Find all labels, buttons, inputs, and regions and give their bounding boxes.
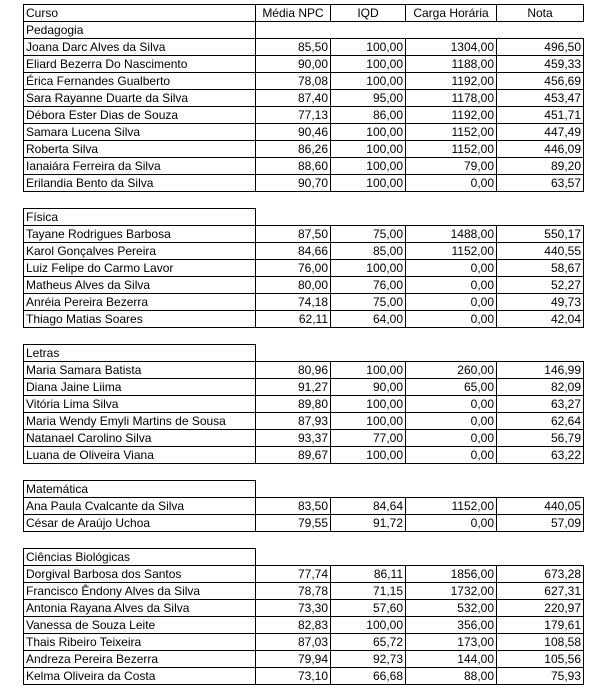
section-row (24, 481, 584, 498)
nota-cell: 75,93 (497, 668, 584, 685)
media-npc-cell: 84,66 (256, 243, 331, 260)
student-name-cell: Débora Ester Dias de Souza (24, 107, 256, 124)
table-row (24, 396, 584, 413)
carga-horaria-cell: 356,00 (406, 617, 497, 634)
student-name-cell: Antonia Rayana Alves da Silva (24, 600, 256, 617)
nota-cell: 440,05 (497, 498, 584, 515)
iqd-cell: 75,00 (331, 226, 406, 243)
table-row (24, 124, 584, 141)
nota-cell: 89,20 (497, 158, 584, 175)
table-row (24, 379, 584, 396)
iqd-cell: 100,00 (331, 175, 406, 192)
nota-cell: 456,69 (497, 73, 584, 90)
section-filler (256, 345, 584, 362)
nota-cell: 179,61 (497, 617, 584, 634)
carga-horaria-cell: 1152,00 (406, 141, 497, 158)
nota-cell: 220,97 (497, 600, 584, 617)
media-npc-cell: 62,11 (256, 311, 331, 328)
media-npc-cell: 78,08 (256, 73, 331, 90)
carga-horaria-cell: 0,00 (406, 277, 497, 294)
carga-horaria-cell: 1152,00 (406, 243, 497, 260)
media-npc-cell: 78,78 (256, 583, 331, 600)
media-npc-cell: 90,46 (256, 124, 331, 141)
student-name-cell: Dorgival Barbosa dos Santos (24, 566, 256, 583)
student-name-cell: Sara Rayanne Duarte da Silva (24, 90, 256, 107)
header-row (24, 5, 584, 22)
iqd-cell: 100,00 (331, 73, 406, 90)
header-media-npc: Média NPC (256, 5, 331, 22)
iqd-cell: 84,64 (331, 498, 406, 515)
table-row (24, 617, 584, 634)
table-row (24, 294, 584, 311)
iqd-cell: 100,00 (331, 413, 406, 430)
iqd-cell: 100,00 (331, 617, 406, 634)
table-row (24, 107, 584, 124)
section-title: Ciências Biológicas (24, 549, 256, 566)
media-npc-cell: 88,60 (256, 158, 331, 175)
table-row (24, 260, 584, 277)
media-npc-cell: 76,00 (256, 260, 331, 277)
student-name-cell: Luana de Oliveira Viana (24, 447, 256, 464)
student-name-cell: César de Araújo Uchoa (24, 515, 256, 532)
score-table-body (24, 5, 584, 685)
section-title: Física (24, 209, 256, 226)
carga-horaria-cell: 0,00 (406, 396, 497, 413)
carga-horaria-cell: 79,00 (406, 158, 497, 175)
media-npc-cell: 87,40 (256, 90, 331, 107)
iqd-cell: 77,00 (331, 430, 406, 447)
carga-horaria-cell: 1488,00 (406, 226, 497, 243)
nota-cell: 673,28 (497, 566, 584, 583)
iqd-cell: 92,73 (331, 651, 406, 668)
spacer-cell (24, 192, 584, 209)
nota-cell: 105,56 (497, 651, 584, 668)
student-name-cell: Diana Jaine Liima (24, 379, 256, 396)
section-filler (256, 22, 584, 39)
media-npc-cell: 74,18 (256, 294, 331, 311)
nota-cell: 63,57 (497, 175, 584, 192)
table-row (24, 277, 584, 294)
section-filler (256, 481, 584, 498)
carga-horaria-cell: 1192,00 (406, 107, 497, 124)
iqd-cell: 75,00 (331, 294, 406, 311)
student-name-cell: Matheus Alves da Silva (24, 277, 256, 294)
media-npc-cell: 83,50 (256, 498, 331, 515)
student-name-cell: Thais Ribeiro Teixeira (24, 634, 256, 651)
student-name-cell: Karol Gonçalves Pereira (24, 243, 256, 260)
nota-cell: 52,27 (497, 277, 584, 294)
table-row (24, 226, 584, 243)
iqd-cell: 86,00 (331, 107, 406, 124)
student-name-cell: Natanael Carolino Silva (24, 430, 256, 447)
header-carga-horaria: Carga Horária (406, 5, 497, 22)
nota-cell: 459,33 (497, 56, 584, 73)
media-npc-cell: 80,00 (256, 277, 331, 294)
student-name-cell: Kelma Oliveira da Costa (24, 668, 256, 685)
carga-horaria-cell: 1152,00 (406, 498, 497, 515)
carga-horaria-cell: 1152,00 (406, 124, 497, 141)
table-row (24, 515, 584, 532)
header-curso: Curso (24, 5, 256, 22)
media-npc-cell: 90,70 (256, 175, 331, 192)
carga-horaria-cell: 0,00 (406, 515, 497, 532)
table-row (24, 668, 584, 685)
iqd-cell: 64,00 (331, 311, 406, 328)
carga-horaria-cell: 0,00 (406, 175, 497, 192)
media-npc-cell: 89,80 (256, 396, 331, 413)
nota-cell: 440,55 (497, 243, 584, 260)
spacer-cell (24, 464, 584, 481)
table-row (24, 498, 584, 515)
media-npc-cell: 80,96 (256, 362, 331, 379)
iqd-cell: 65,72 (331, 634, 406, 651)
student-name-cell: Maria Samara Batista (24, 362, 256, 379)
carga-horaria-cell: 1178,00 (406, 90, 497, 107)
iqd-cell: 85,00 (331, 243, 406, 260)
media-npc-cell: 79,55 (256, 515, 331, 532)
iqd-cell: 100,00 (331, 124, 406, 141)
student-name-cell: Ianaiára Ferreira da Silva (24, 158, 256, 175)
section-title: Matemática (24, 481, 256, 498)
student-name-cell: Samara Lucena Silva (24, 124, 256, 141)
iqd-cell: 100,00 (331, 260, 406, 277)
header-nota: Nota (497, 5, 584, 22)
iqd-cell: 100,00 (331, 158, 406, 175)
iqd-cell: 100,00 (331, 396, 406, 413)
iqd-cell: 100,00 (331, 447, 406, 464)
nota-cell: 447,49 (497, 124, 584, 141)
table-row (24, 362, 584, 379)
spacer-row (24, 532, 584, 549)
header-iqd: IQD (331, 5, 406, 22)
media-npc-cell: 82,83 (256, 617, 331, 634)
nota-cell: 56,79 (497, 430, 584, 447)
section-title: Pedagogia (24, 22, 256, 39)
section-row (24, 549, 584, 566)
media-npc-cell: 91,27 (256, 379, 331, 396)
media-npc-cell: 73,10 (256, 668, 331, 685)
nota-cell: 62,64 (497, 413, 584, 430)
nota-cell: 453,47 (497, 90, 584, 107)
iqd-cell: 71,15 (331, 583, 406, 600)
carga-horaria-cell: 1856,00 (406, 566, 497, 583)
section-filler (256, 549, 584, 566)
section-title: Letras (24, 345, 256, 362)
media-npc-cell: 73,30 (256, 600, 331, 617)
iqd-cell: 57,60 (331, 600, 406, 617)
table-row (24, 56, 584, 73)
table-row (24, 600, 584, 617)
carga-horaria-cell: 0,00 (406, 294, 497, 311)
student-name-cell: Erilandia Bento da Silva (24, 175, 256, 192)
carga-horaria-cell: 0,00 (406, 260, 497, 277)
student-name-cell: Joana Darc Alves da Silva (24, 39, 256, 56)
carga-horaria-cell: 1188,00 (406, 56, 497, 73)
media-npc-cell: 90,00 (256, 56, 331, 73)
spacer-cell (24, 532, 584, 549)
table-row (24, 311, 584, 328)
student-name-cell: Vanessa de Souza Leite (24, 617, 256, 634)
student-name-cell: Roberta Silva (24, 141, 256, 158)
carga-horaria-cell: 1304,00 (406, 39, 497, 56)
table-row (24, 39, 584, 56)
media-npc-cell: 77,13 (256, 107, 331, 124)
student-name-cell: Maria Wendy Emyli Martins de Sousa (24, 413, 256, 430)
media-npc-cell: 87,50 (256, 226, 331, 243)
student-name-cell: Luiz Felipe do Carmo Lavor (24, 260, 256, 277)
carga-horaria-cell: 0,00 (406, 311, 497, 328)
nota-cell: 451,71 (497, 107, 584, 124)
section-row (24, 345, 584, 362)
carga-horaria-cell: 88,00 (406, 668, 497, 685)
media-npc-cell: 87,93 (256, 413, 331, 430)
carga-horaria-cell: 260,00 (406, 362, 497, 379)
table-row (24, 651, 584, 668)
student-name-cell: Thiago Matias Soares (24, 311, 256, 328)
media-npc-cell: 79,94 (256, 651, 331, 668)
iqd-cell: 100,00 (331, 56, 406, 73)
section-row (24, 22, 584, 39)
iqd-cell: 91,72 (331, 515, 406, 532)
spacer-row (24, 192, 584, 209)
student-name-cell: Vitória Lima Silva (24, 396, 256, 413)
spacer-row (24, 464, 584, 481)
table-row (24, 634, 584, 651)
carga-horaria-cell: 0,00 (406, 413, 497, 430)
carga-horaria-cell: 1732,00 (406, 583, 497, 600)
media-npc-cell: 85,50 (256, 39, 331, 56)
iqd-cell: 100,00 (331, 362, 406, 379)
nota-cell: 446,09 (497, 141, 584, 158)
student-name-cell: Anréia Pereira Bezerra (24, 294, 256, 311)
iqd-cell: 95,00 (331, 90, 406, 107)
spacer-cell (24, 328, 584, 345)
nota-cell: 58,67 (497, 260, 584, 277)
student-name-cell: Tayane Rodrigues Barbosa (24, 226, 256, 243)
table-row (24, 243, 584, 260)
table-row (24, 158, 584, 175)
student-name-cell: Eliard Bezerra Do Nascimento (24, 56, 256, 73)
nota-cell: 108,58 (497, 634, 584, 651)
section-filler (256, 209, 584, 226)
nota-cell: 146,99 (497, 362, 584, 379)
media-npc-cell: 86,26 (256, 141, 331, 158)
carga-horaria-cell: 0,00 (406, 430, 497, 447)
iqd-cell: 66,68 (331, 668, 406, 685)
spacer-row (24, 328, 584, 345)
nota-cell: 63,22 (497, 447, 584, 464)
nota-cell: 550,17 (497, 226, 584, 243)
iqd-cell: 76,00 (331, 277, 406, 294)
table-row (24, 447, 584, 464)
carga-horaria-cell: 144,00 (406, 651, 497, 668)
student-name-cell: Andreza Pereira Bezerra (24, 651, 256, 668)
carga-horaria-cell: 173,00 (406, 634, 497, 651)
nota-cell: 82,09 (497, 379, 584, 396)
table-row (24, 413, 584, 430)
nota-cell: 63,27 (497, 396, 584, 413)
nota-cell: 57,09 (497, 515, 584, 532)
media-npc-cell: 87,03 (256, 634, 331, 651)
iqd-cell: 86,11 (331, 566, 406, 583)
iqd-cell: 100,00 (331, 39, 406, 56)
table-row (24, 175, 584, 192)
student-name-cell: Ana Paula Cvalcante da Silva (24, 498, 256, 515)
iqd-cell: 100,00 (331, 141, 406, 158)
table-row (24, 566, 584, 583)
media-npc-cell: 77,74 (256, 566, 331, 583)
score-table (23, 4, 584, 685)
table-row (24, 141, 584, 158)
nota-cell: 627,31 (497, 583, 584, 600)
table-row (24, 430, 584, 447)
iqd-cell: 90,00 (331, 379, 406, 396)
table-row (24, 90, 584, 107)
carga-horaria-cell: 0,00 (406, 447, 497, 464)
carga-horaria-cell: 1192,00 (406, 73, 497, 90)
media-npc-cell: 93,37 (256, 430, 331, 447)
nota-cell: 49,73 (497, 294, 584, 311)
media-npc-cell: 89,67 (256, 447, 331, 464)
table-row (24, 73, 584, 90)
carga-horaria-cell: 65,00 (406, 379, 497, 396)
score-table-sheet (23, 4, 583, 685)
nota-cell: 496,50 (497, 39, 584, 56)
student-name-cell: Érica Fernandes Gualberto (24, 73, 256, 90)
table-row (24, 583, 584, 600)
student-name-cell: Francisco Êndony Alves da Silva (24, 583, 256, 600)
nota-cell: 42,04 (497, 311, 584, 328)
carga-horaria-cell: 532,00 (406, 600, 497, 617)
section-row (24, 209, 584, 226)
